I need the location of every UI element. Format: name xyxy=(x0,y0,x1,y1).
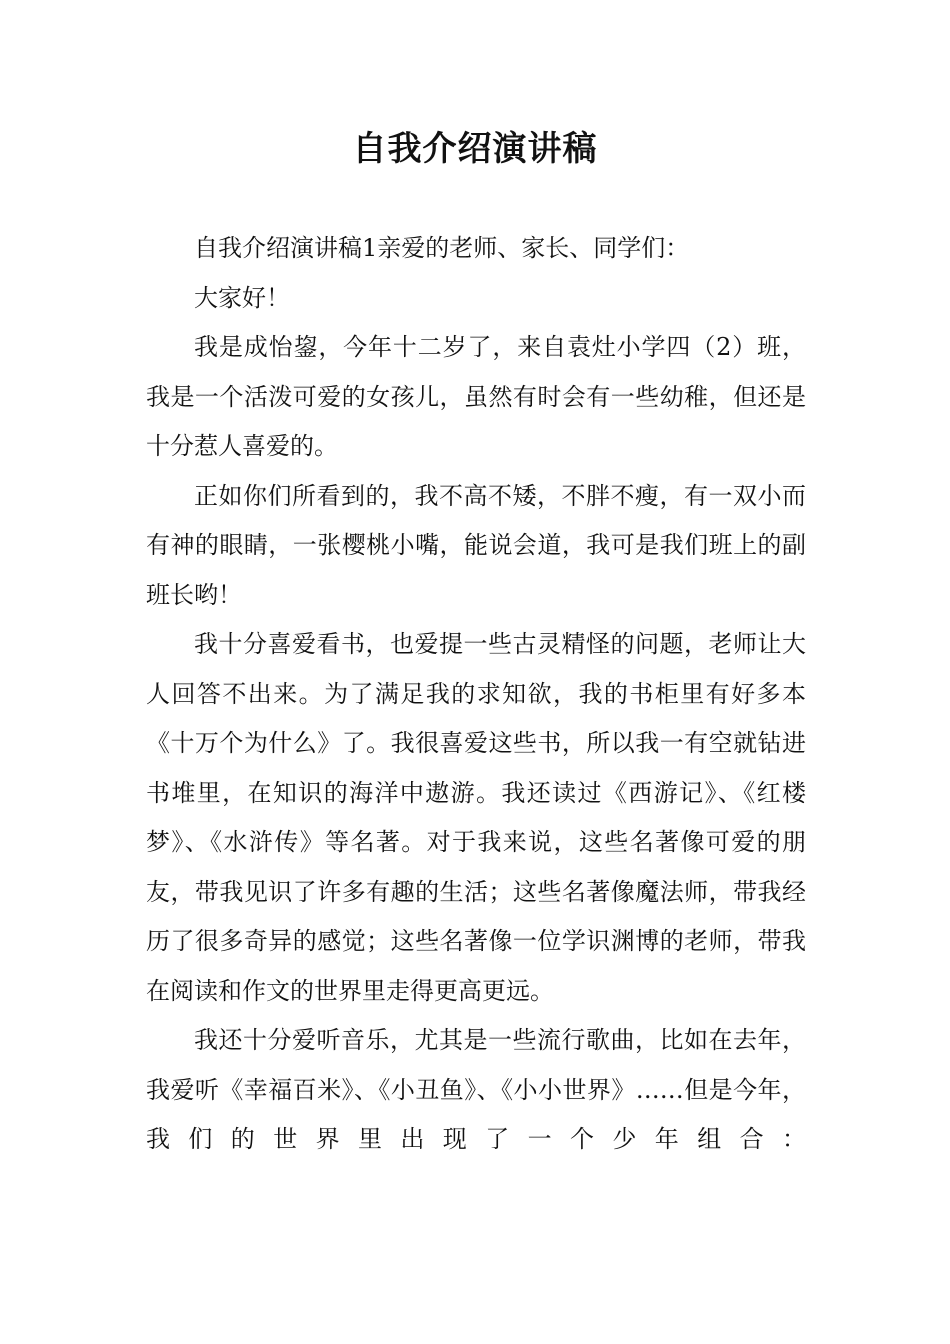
paragraph-hello: 大家好！ xyxy=(194,283,290,312)
paragraph-intro: 我是成怡鋆，今年十二岁了，来自袁灶小学四（2）班，我是一个活泼可爱的女孩儿，虽然有时会有一些幼稚，但还是十分惹人喜爱的。 xyxy=(146,333,806,460)
paragraph-reading: 我十分喜爱看书，也爱提一些古灵精怪的问题，老师让大人回答不出来。为了满足我的求知欲，我的书柜里有好多本《十万个为什么》了。我很喜爱这些书，所以我一有空就钻进书堆里，在知识的海洋中遨游。我还读过《西游记》、《红楼梦》、《水浒传》等名著。对于我来说，这些名著像可爱的朋友，带我见识了许多有趣的生活；这些名著像魔法师，带我经历了很多奇异的感觉；这些名著像一位学识渊博的老师，带我在阅读和作文的世界里走得更高更远。 xyxy=(146,630,806,1005)
paragraph-music: 我还十分爱听音乐，尤其是一些流行歌曲，比如在去年，我爱听《幸福百米》、《小丑鱼》、《小小世界》……但是今年，我们的世界里出现了一个少年组合： xyxy=(146,1026,806,1153)
document-body xyxy=(146,224,806,1165)
paragraph-appearance: 正如你们所看到的，我不高不矮，不胖不瘦，有一双小而有神的眼睛，一张樱桃小嘴，能说会道，我可是我们班上的副班长哟！ xyxy=(146,481,806,609)
paragraph-greeting: 自我介绍演讲稿1亲爱的老师、家长、同学们： xyxy=(194,234,690,262)
document-title: 自我介绍演讲稿 xyxy=(352,129,598,169)
